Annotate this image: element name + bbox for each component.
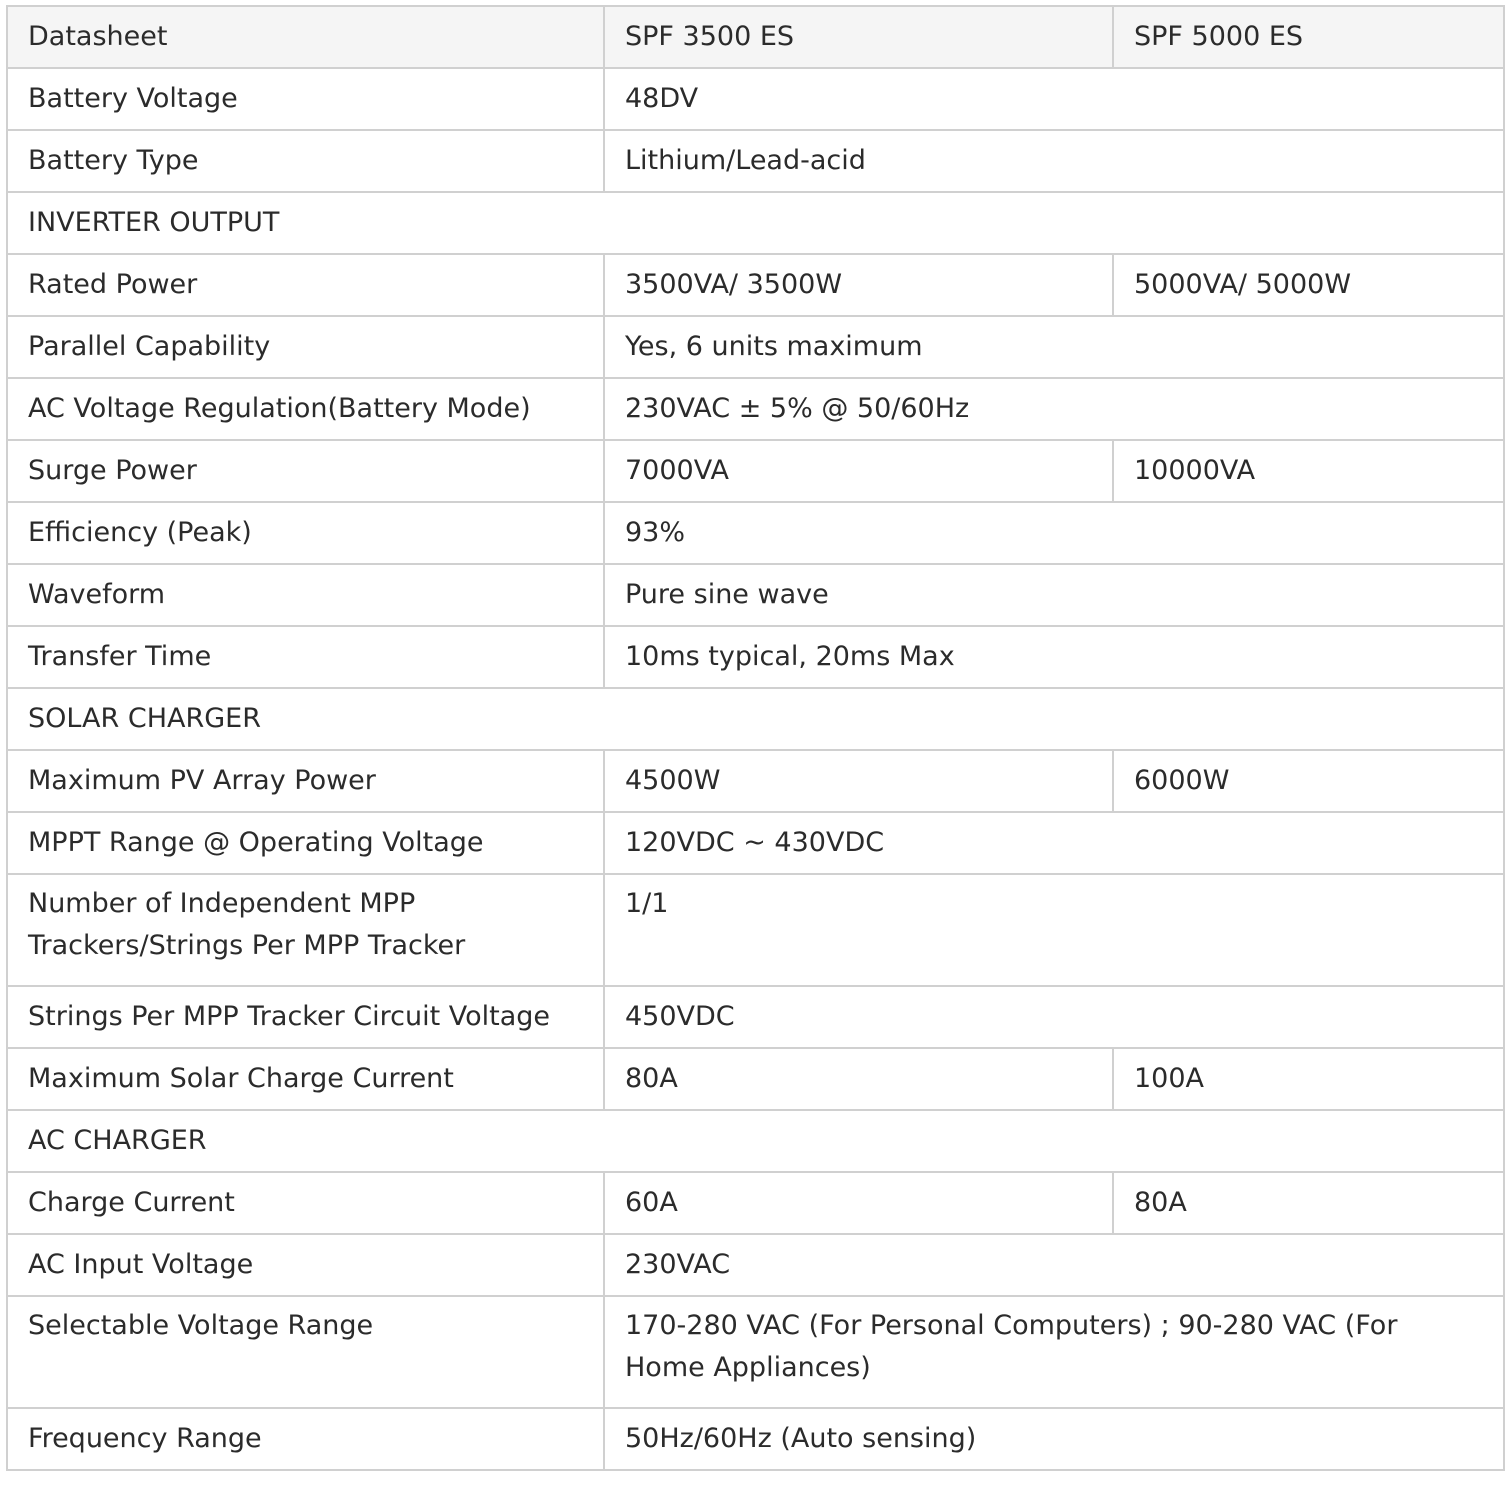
row-label: AC Voltage Regulation(Battery Mode) — [7, 378, 604, 440]
row-label: Battery Voltage — [7, 68, 604, 130]
table-row — [7, 986, 1504, 1048]
row-value: 450VDC — [604, 986, 1504, 1048]
table-row — [7, 874, 1504, 986]
row-label: Frequency Range — [7, 1408, 604, 1470]
row-value: 120VDC ~ 430VDC — [604, 812, 1504, 874]
row-value: Pure sine wave — [604, 564, 1504, 626]
table-row — [7, 378, 1504, 440]
row-label: Selectable Voltage Range — [7, 1296, 604, 1408]
row-value: 170-280 VAC (For Personal Computers) ; 90-280 VAC (For Home Appliances) — [604, 1296, 1504, 1408]
header-cell-model-2: SPF 5000 ES — [1113, 6, 1504, 68]
row-label: Surge Power — [7, 440, 604, 502]
table-row — [7, 502, 1504, 564]
row-label: Transfer Time — [7, 626, 604, 688]
row-value-model-2: 100A — [1113, 1048, 1504, 1110]
row-value: Lithium/Lead-acid — [604, 130, 1504, 192]
row-value-model-2: 6000W — [1113, 750, 1504, 812]
row-value-model-1: 60A — [604, 1172, 1113, 1234]
row-value: 1/1 — [604, 874, 1504, 986]
table-row — [7, 750, 1504, 812]
header-cell-label: Datasheet — [7, 6, 604, 68]
table-row — [7, 1172, 1504, 1234]
row-value: 93% — [604, 502, 1504, 564]
row-value: 230VAC — [604, 1234, 1504, 1296]
section-row — [7, 688, 1504, 750]
row-label: Maximum Solar Charge Current — [7, 1048, 604, 1110]
row-value: 230VAC ± 5% @ 50/60Hz — [604, 378, 1504, 440]
row-value-model-1: 7000VA — [604, 440, 1113, 502]
row-label: Strings Per MPP Tracker Circuit Voltage — [7, 986, 604, 1048]
table-row — [7, 1408, 1504, 1470]
row-value: 50Hz/60Hz (Auto sensing) — [604, 1408, 1504, 1470]
section-heading: INVERTER OUTPUT — [7, 192, 1504, 254]
table-row — [7, 440, 1504, 502]
row-label: Number of Independent MPP Trackers/Strings Per MPP Tracker — [7, 874, 604, 986]
row-value: 48DV — [604, 68, 1504, 130]
row-label: Charge Current — [7, 1172, 604, 1234]
row-value-model-2: 80A — [1113, 1172, 1504, 1234]
row-value-model-1: 3500VA/ 3500W — [604, 254, 1113, 316]
row-label: MPPT Range @ Operating Voltage — [7, 812, 604, 874]
row-label: AC Input Voltage — [7, 1234, 604, 1296]
section-row — [7, 192, 1504, 254]
table-row — [7, 812, 1504, 874]
row-value-model-1: 4500W — [604, 750, 1113, 812]
row-label: Rated Power — [7, 254, 604, 316]
row-value-model-2: 5000VA/ 5000W — [1113, 254, 1504, 316]
table-row — [7, 130, 1504, 192]
row-label: Maximum PV Array Power — [7, 750, 604, 812]
datasheet-table — [6, 5, 1505, 1471]
table-row — [7, 1296, 1504, 1408]
table-row — [7, 626, 1504, 688]
section-heading: AC CHARGER — [7, 1110, 1504, 1172]
datasheet-body — [7, 6, 1504, 1470]
row-label: Battery Type — [7, 130, 604, 192]
row-value-model-1: 80A — [604, 1048, 1113, 1110]
row-label: Efficiency (Peak) — [7, 502, 604, 564]
header-row — [7, 6, 1504, 68]
row-value: 10ms typical, 20ms Max — [604, 626, 1504, 688]
row-label: Parallel Capability — [7, 316, 604, 378]
table-row — [7, 316, 1504, 378]
table-row — [7, 1234, 1504, 1296]
row-value-model-2: 10000VA — [1113, 440, 1504, 502]
table-row — [7, 564, 1504, 626]
table-row — [7, 1048, 1504, 1110]
row-value: Yes, 6 units maximum — [604, 316, 1504, 378]
row-label: Waveform — [7, 564, 604, 626]
table-row — [7, 68, 1504, 130]
header-cell-model-1: SPF 3500 ES — [604, 6, 1113, 68]
section-row — [7, 1110, 1504, 1172]
section-heading: SOLAR CHARGER — [7, 688, 1504, 750]
table-row — [7, 254, 1504, 316]
